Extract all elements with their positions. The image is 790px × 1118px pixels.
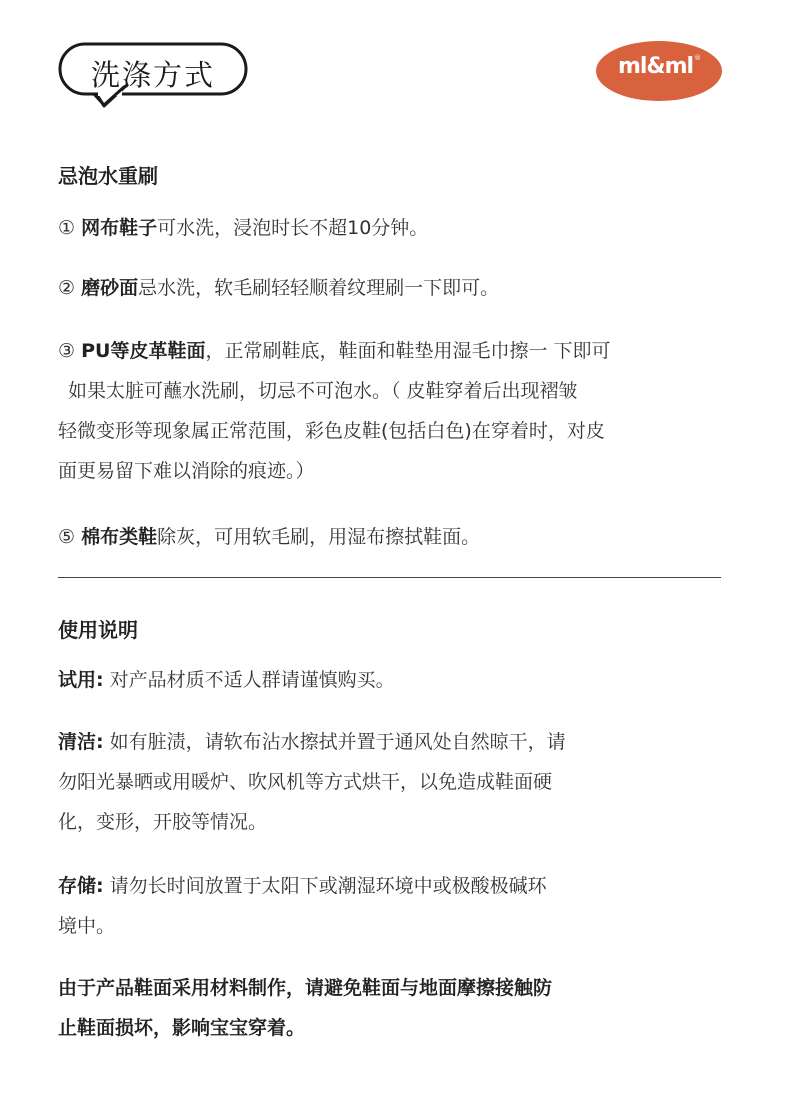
usage-storage: 存储: 请勿长时间放置于太阳下或潮湿环境中或极酸极碱环 境中。: [58, 875, 547, 937]
usage-note: 由于产品鞋面采用材料制作，请避免鞋面与地面摩擦接触防 止鞋面损坏，影响宝宝穿着。: [58, 977, 553, 1039]
wash-item-3: ③ PU等皮革鞋面，正常刷鞋底，鞋面和鞋垫用湿毛巾擦一 下即可 如果太脏可蘸水洗刷，切忌不可泡水。（ 皮鞋穿着后出现褶皱 轻微变形等现象属正常范围，彩色皮鞋(包括白色)在穿着时，对皮 面更易留下难以消除的痕迹。）: [58, 340, 611, 482]
brand-logo: [596, 41, 722, 101]
title-speech-bubble: [58, 42, 248, 104]
logo-wordmark: ml&ml®: [617, 54, 701, 79]
page-title: 洗涤方式: [90, 58, 215, 92]
header: [0, 0, 790, 130]
wash-item-5: ⑤ 棉布类鞋除灰，可用软毛刷，用湿布擦拭鞋面。: [58, 526, 481, 548]
usage-trial: 试用: 对产品材质不适人群请谨慎购买。: [58, 669, 395, 691]
usage-heading: 使用说明: [58, 618, 138, 642]
usage-clean: 清洁: 如有脏渍，请软布沾水擦拭并置于通风处自然晾干，请 勿阳光暴晒或用暖炉、吹风机等方式烘干，以免造成鞋面硬 化，变形，开胶等情况。: [58, 731, 566, 833]
wash-heading: 忌泡水重刷: [58, 164, 158, 188]
wash-item-1: ① 网布鞋子可水洗，浸泡时长不超10分钟。: [58, 217, 429, 239]
wash-item-2: ② 磨砂面忌水洗，软毛刷轻轻顺着纹理刷一下即可。: [58, 277, 500, 299]
section-divider: [58, 577, 721, 578]
